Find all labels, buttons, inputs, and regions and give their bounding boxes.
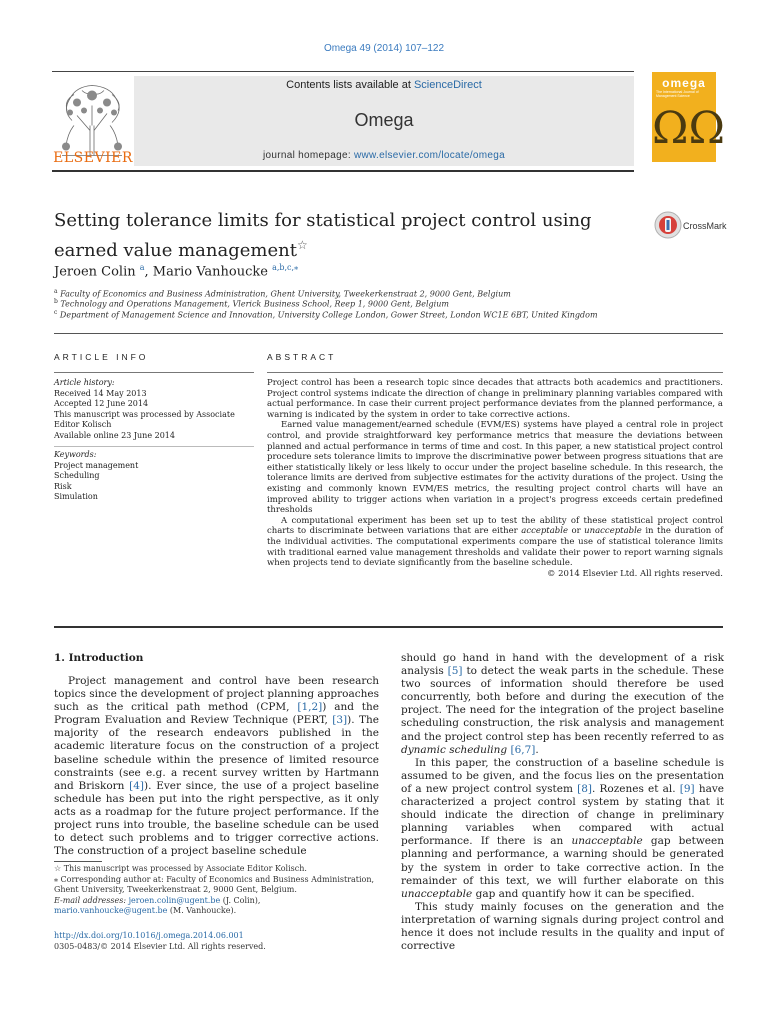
title-footnote-mark[interactable]: ☆: [296, 238, 308, 252]
body-text: . Rozenes et al.: [591, 782, 680, 795]
affiliation-text: Technology and Operations Management, Vlerick Business School, Reep 1, 9000 Gent, Belgium: [60, 299, 449, 309]
abstract-text: A computational experiment has been set up to test the ability of these statistical project control charts to discriminate between variations that are either: [267, 515, 723, 537]
abstract-rule: [267, 372, 723, 373]
crossmark-icon[interactable]: [654, 211, 682, 239]
citation-link[interactable]: [6,7]: [510, 743, 536, 756]
abstract-body: [267, 378, 723, 579]
email-owner: (M. Vanhoucke).: [167, 906, 237, 915]
body-emphasis: dynamic scheduling: [401, 743, 508, 756]
author-name[interactable]: Jeroen Colin: [54, 264, 136, 280]
crossmark-label[interactable]: CrossMark: [683, 221, 727, 231]
cover-title: omega: [662, 76, 706, 90]
footnote-corresponding: ⁎ Corresponding author at: Faculty of Economics and Business Administration, Ghent University, Tweekerkenstraat 2, 9000 Gent, Belgium.: [54, 874, 375, 894]
body-paragraph: should go hand in hand with the development of a risk analysis [5] to detect the weak parts in the schedule. These two sources of information should therefore be used concurrently, both before and during the execution of the project. The need for the integration of the project baseline scheduling construction, the risk analysis and management and the project control step has been recently referred to as dynamic scheduling [6,7].: [401, 652, 725, 756]
abstract-heading: ABSTRACT: [267, 352, 337, 362]
body-text: In this paper, the construction of a baseline schedule is assumed to be given, and the focus lies on the presentation of a new project control system: [401, 756, 724, 795]
front-matter-divider: [54, 626, 723, 628]
article-info-rule: [54, 372, 254, 373]
section-heading-introduction: 1. Introduction: [54, 652, 144, 664]
body-text: gap and quantify how it can be specified.: [472, 887, 695, 900]
body-text: should go hand in hand with the development of a risk analysis: [401, 652, 724, 678]
affiliation-text: Department of Management Science and Innovation, University College London, Gower Street, London WC1E 6BT, United Kingdom: [59, 310, 598, 320]
keywords-rule: [54, 446, 254, 447]
email-owner: (J. Colin),: [220, 895, 261, 905]
article-title: [54, 209, 634, 263]
body-paragraph: [401, 757, 724, 901]
keywords-block: [54, 450, 254, 503]
cover-subtitle: The International Journal of Management Science: [656, 90, 699, 98]
body-text: Project management and control have been research topics since the development of project planning approaches such as the critical path method (CPM,: [54, 675, 379, 714]
author-affiliation-mark[interactable]: a: [139, 263, 145, 272]
history-editor: This manuscript was processed by Associate Editor Kolisch: [54, 409, 235, 429]
body-text: ) and the Program Evaluation and Review Technique (PERT,: [54, 701, 379, 727]
abstract-emphasis: unacceptable: [584, 526, 642, 537]
email-label: E-mail addresses:: [54, 895, 129, 905]
keyword: Scheduling: [54, 471, 100, 480]
right-column-text: [401, 652, 724, 953]
doi-link[interactable]: http://dx.doi.org/10.1016/j.omega.2014.06.001: [54, 931, 244, 940]
citation-link[interactable]: [3]: [332, 714, 348, 727]
body-emphasis: unacceptable: [401, 887, 473, 900]
keyword: Project management: [54, 460, 139, 470]
left-column-text: [54, 675, 379, 858]
cover-omega-symbol: ΩΩ: [652, 103, 725, 154]
abstract-emphasis: acceptable: [521, 526, 568, 537]
citation-link[interactable]: [9]: [679, 782, 695, 795]
sciencedirect-link[interactable]: ScienceDirect: [413, 79, 482, 91]
body-text: to detect the weak parts in the schedule. These two sources of information should therefore be used concurrently, both before and during the execution of the project. The need for the integration of the project baseline scheduling construction, the risk analysis and management and the project control step has been recently referred to as: [401, 665, 725, 743]
history-accepted: Accepted 12 June 2014: [54, 399, 149, 408]
body-text: have characterized a project control system by stating that it should indicate the direction of change in preliminary planning variables when compared with actual performance. If there is an: [401, 782, 724, 848]
header-rule-top: [52, 71, 634, 72]
body-paragraph: [54, 675, 379, 858]
contents-prefix: Contents lists available at: [286, 79, 414, 91]
article-info-heading: ARTICLE INFO: [54, 352, 149, 362]
body-text: gap between planning and performance, a warning should be generated by the system in order to take corrective action. In the remainder of this text, we will further elaborate on this: [401, 835, 725, 887]
email-link[interactable]: mario.vanhoucke@ugent.be: [54, 906, 168, 915]
header-rule-bottom: [52, 170, 634, 172]
abstract-paragraph: Project control has been a research topic since decades that attracts both academics and practitioners. Project control systems indicate the direction of change in preliminary planning variables compared with actual performance. In case their current project performance deviates from the planned performance, a warning is indicated by the system in order to take corrective actions.: [267, 378, 723, 420]
email-link[interactable]: jeroen.colin@ugent.be: [128, 895, 221, 905]
keyword: Simulation: [54, 492, 98, 501]
abstract-text: or: [567, 526, 585, 537]
footnote-rule: [54, 861, 102, 862]
keywords-label: Keywords:: [54, 450, 97, 459]
citation-link[interactable]: [5]: [447, 665, 463, 678]
author-affiliation-mark[interactable]: a,b,c,⁎: [272, 263, 299, 272]
history-received: Received 14 May 2013: [54, 388, 147, 398]
affiliation-text: Faculty of Economics and Business Administration, Ghent University, Tweekerkenstraat 2, 9000 Gent, Belgium: [60, 289, 511, 299]
affiliation-mark: b: [54, 298, 58, 305]
affiliation-b: [54, 298, 449, 309]
body-emphasis: unacceptable: [571, 835, 643, 848]
abstract-paragraph: [267, 516, 723, 569]
citation-link[interactable]: [8]: [577, 782, 592, 795]
contents-line: [134, 79, 634, 91]
doi-block: [54, 931, 384, 952]
body-paragraph: This study mainly focuses on the generation and the interpretation of warning signals during project control and hence it does not include results in the quality and input of corrective: [401, 900, 724, 953]
footnote-emails: [54, 896, 379, 917]
author-list: Jeroen Colin $^a$, Mario Vanhoucke $^{a,b,c,⁎}$: [54, 263, 299, 280]
affiliation-c: [54, 309, 598, 320]
journal-reference[interactable]: Omega 49 (2014) 107–122: [323, 43, 445, 54]
abstract-text: in the duration of the individual activities. The computational experiments compare the use of statistical tolerance limits with traditional earned value management thresholds and validate their power to report warning signals when projects tend to deviate significantly from the baseline schedule.: [267, 526, 723, 569]
history-online: Available online 23 June 2014: [54, 430, 175, 440]
article-history: [54, 378, 254, 441]
history-label: Article history:: [54, 378, 115, 387]
journal-homepage: [134, 150, 634, 161]
homepage-label: journal homepage:: [262, 150, 354, 161]
affiliation-mark: c: [54, 309, 58, 316]
footnote-star: ☆ This manuscript was processed by Associate Editor Kolisch.: [54, 864, 307, 873]
affiliation-mark: a: [54, 288, 58, 295]
elsevier-wordmark: ELSEVIER: [53, 150, 133, 166]
article-title-text: Setting tolerance limits for statistical project control using earned value management: [54, 210, 592, 261]
footnotes: [54, 864, 379, 917]
citation-link[interactable]: [4]: [129, 779, 145, 792]
keyword: Risk: [54, 481, 72, 491]
author-name[interactable]: Mario Vanhoucke: [152, 264, 268, 280]
homepage-link[interactable]: www.elsevier.com/locate/omega: [354, 150, 505, 161]
copyright-notice: © 2014 Elsevier Ltd. All rights reserved.: [546, 568, 723, 579]
citation-link[interactable]: [1,2]: [297, 701, 323, 714]
body-text: ). The majority of the research endeavors published in the academic literature focus on the construction of a project baseline schedule within the presence of limited resource constraints (see e.g. a recent survey written by Hartmann and Briskorn: [54, 714, 379, 792]
body-text: ). Ever since, the use of a project baseline schedule has been put into the right perspective, as it only acts as a roadmap for the future project performance. If the project runs into trouble, the baseline schedule can be used to detect such problems and to trigger corrective actions. The construction of a project baseline schedule: [54, 779, 379, 858]
section-divider: [54, 333, 723, 334]
issn-line: 0305-0483/© 2014 Elsevier Ltd. All rights reserved.: [54, 941, 266, 951]
abstract-paragraph: Earned value management/earned schedule (EVM/ES) systems have played a central role in project control, and provide straightforward key performance metrics that measure the deviations between planned and actual performance in terms of time and cost. In this paper, a new statistical project control procedure sets tolerance limits to improve the discriminative power between progress situations that are either statistically likely or less likely to occur under the project baseline schedule. In this research, the tolerance limits are derived from subjective estimates for the activity durations of the project. Using the existing and commonly known EVM/ES metrics, the resulting project control charts will have an improved ability to trigger actions when variation in a project's progress exceeds certain predefined thresholds: [267, 420, 723, 516]
journal-name: Omega: [354, 110, 414, 130]
